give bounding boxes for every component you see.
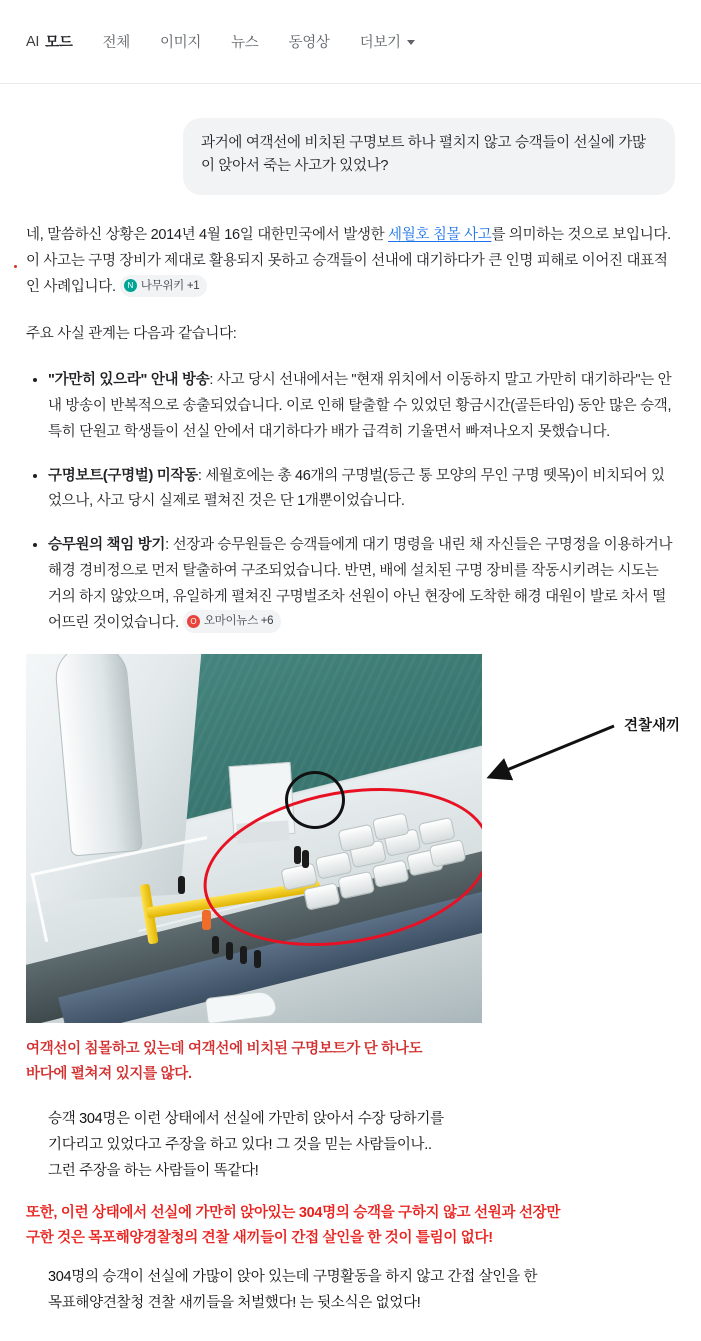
commentary-black-2-line-1: 304명의 승객이 선실에 가많이 앉아 있는데 구명활동을 하지 않고 간접 살인을 한 (48, 1269, 538, 1286)
fact-3-body: : 선장과 승무원들은 승객들에게 대기 명령을 내린 채 자신들은 구명정을 이용하거나 해경 경비정으로 먼저 탈출하여 구조되었습니다. 반면, 배에 설치된 구명 장비를 작동시키려는 시도는 거의 하지 않았으며, 유일하게 펼쳐진 구명벌조차 선원이 아닌 현장에 도착한 해경 대원이 발로 차서 떨어뜨린 것이었습니다. (48, 537, 673, 631)
answer-intro-part1: 네, 말씀하신 상황은 2014년 4월 16일 대한민국에서 발생한 (26, 226, 389, 243)
ai-answer-intro (26, 223, 675, 300)
figure-caption-line-1: 여객선이 침몰하고 있는데 여객선에 비치된 구명보트가 단 하나도 (26, 1041, 423, 1058)
deck-housing-base (236, 821, 289, 845)
list-item (48, 533, 675, 636)
fact-2-title: 구명보트(구명벌) 미작동 (48, 467, 198, 484)
red-arrow-annotation (342, 946, 344, 1023)
user-query-bubble (183, 118, 675, 195)
main-content (0, 118, 701, 1341)
fact-1-title: "가만히 있으라" 안내 방송 (48, 372, 210, 389)
liferaft-canister (303, 883, 341, 912)
list-item (48, 368, 675, 445)
crew-figure (178, 876, 185, 894)
ferry-photo (26, 654, 482, 1023)
user-query-text: 과거에 여객선에 비치된 구명보트 하나 펼치지 않고 승객들이 선실에 가많이 앉아서 죽는 사고가 있었나? (201, 135, 646, 175)
commentary-red-line-2: 구한 것은 목포해양경찰청의 견찰 새끼들이 간접 살인을 한 것이 틀림이 없다! (26, 1229, 493, 1246)
black-circle-annotation (285, 771, 345, 829)
citation-chip-ohmynews-label: 오마이뉴스 +6 (203, 615, 274, 628)
citation-chip-namuwiki[interactable] (120, 275, 208, 297)
crew-figure (294, 846, 301, 864)
commentary-black-block-1 (26, 1107, 675, 1184)
commentary-black-1-line-1: 승객 304명은 이런 상태에서 선실에 가만히 앉아서 수장 당하기를 (48, 1111, 444, 1128)
list-item (48, 464, 675, 516)
sewol-incident-link[interactable]: 세월호 침몰 사고 (388, 226, 492, 243)
crew-figure (240, 946, 247, 964)
liferaft-canister (429, 839, 467, 868)
facts-list (26, 368, 675, 636)
nav-videos-label: 동영상 (288, 35, 330, 51)
citation-chip-ohmynews[interactable] (183, 610, 281, 632)
figure-caption (26, 1037, 675, 1087)
top-navigation-bar (0, 0, 701, 84)
nav-images-label: 이미지 (159, 35, 202, 51)
commentary-red-line-1: 또한, 이런 상태에서 선실에 가만히 앉아있는 304명의 승객을 구하지 않고 선원과 선장만 (26, 1204, 561, 1221)
crew-figure (212, 936, 219, 954)
nav-videos[interactable] (289, 31, 330, 52)
ohmynews-favicon: O (187, 615, 200, 628)
fact-1-body: : 사고 당시 선내에서는 "현재 위치에서 이동하지 말고 가만히 대기하라"는 안내 방송이 반복적으로 송출되었습니다. 이로 인해 탈출할 수 있었던 황금시간(골든타임) 동안 많은 승객, 특히 단원고 학생들이 선실 안에서 대기하다가 배가 급격히 기울면서 빠져나오지 못했습니다. (48, 372, 672, 440)
crew-figure (254, 950, 261, 968)
nav-images[interactable] (160, 31, 201, 52)
nav-news-label: 뉴스 (231, 35, 259, 51)
liferaft-canister (337, 871, 375, 900)
nav-ai-mode[interactable] (26, 31, 73, 52)
citation-chip-namuwiki-label: 나무위키 +1 (140, 279, 200, 292)
answer-intro-part2: 를 의미하는 것으로 보입니다. 이 사고는 구명 장비가 제대로 활용되지 못하고 승객들이 선내에 대기하다가 큰 인명 피해로 이어진 대표적인 사례입니다. (26, 226, 671, 295)
nav-all[interactable] (103, 31, 130, 52)
namuwiki-favicon: N (124, 279, 137, 292)
commentary-black-1-line-2: 기다리고 있었다고 주장을 하고 있다! 그 것을 믿는 사람들이나.. (48, 1137, 432, 1153)
commentary-red-block (26, 1201, 675, 1251)
facts-heading-text: 주요 사실 관계는 다음과 같습니다: (26, 326, 237, 343)
crew-figure-orange-suit (202, 910, 211, 930)
nav-ai-mode-prefix: AI (26, 33, 40, 50)
commentary-black-1-line-3: 그런 주장을 하는 사람들이 똑같다! (48, 1162, 259, 1179)
crew-figure (302, 850, 309, 868)
margin-marker-dot (14, 265, 17, 268)
nav-all-label: 전체 (102, 35, 130, 51)
fact-2-body: : 세월호에는 총 46개의 구명벌(등근 통 모양의 무인 구명 뗏목)이 비치되어 있었으나, 사고 당시 실제로 펼쳐진 것은 단 1개뿐이었습니다. (48, 467, 665, 510)
annotation-label-text: 견찰새끼 (624, 718, 681, 735)
facts-heading (26, 322, 675, 348)
liferaft-canister (372, 860, 410, 889)
chevron-down-icon (407, 40, 415, 45)
commentary-black-2-line-2: 목표해양견찰청 견찰 새끼들을 처벌했다! 는 뒷소식은 없었다! (48, 1294, 421, 1311)
nav-news[interactable] (231, 31, 258, 52)
figure-caption-line-2: 바다에 펼쳐져 있지를 않다. (26, 1066, 192, 1083)
nav-more-label: 더보기 (359, 35, 401, 51)
nav-ai-mode-label: 모드 (45, 35, 73, 51)
fact-3-title: 승무원의 책임 방기 (48, 537, 166, 554)
annotated-photo-figure (26, 654, 681, 1023)
nav-more[interactable] (360, 31, 415, 52)
crew-figure (226, 942, 233, 960)
